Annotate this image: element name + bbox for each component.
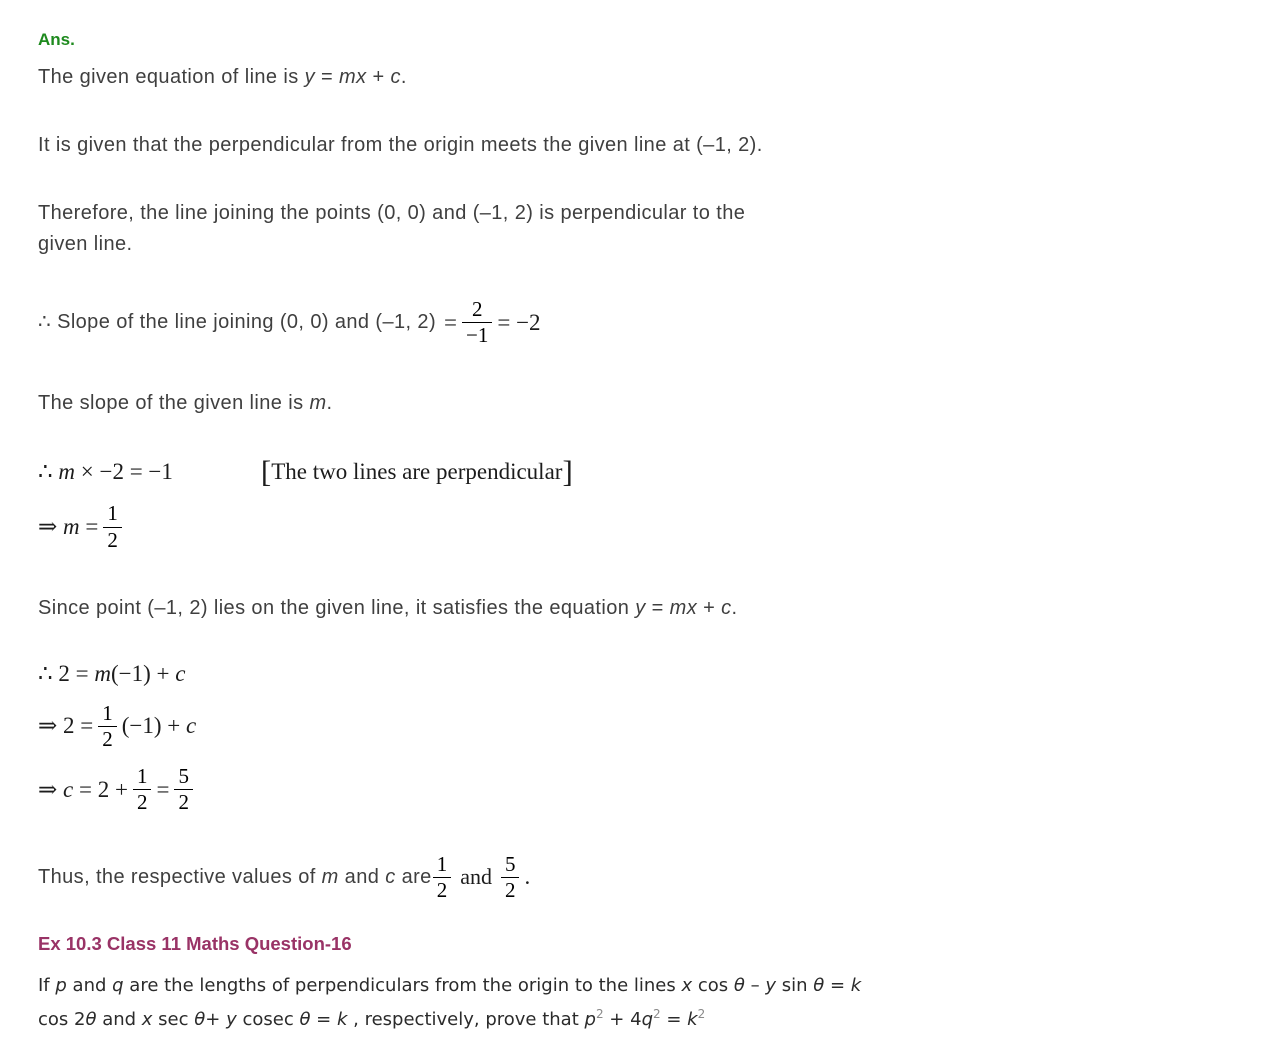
perpendicular-note bbox=[260, 454, 573, 490]
implies-m-equals bbox=[38, 514, 98, 540]
superscript-2: 2 bbox=[595, 1007, 604, 1022]
theta-symbol: θ bbox=[813, 974, 825, 996]
equation-m-value bbox=[38, 501, 1235, 552]
equation-text bbox=[38, 661, 185, 687]
superscript-2: 2 bbox=[653, 1007, 661, 1022]
equation-rest: × −2 = −1 bbox=[75, 458, 173, 484]
fraction-numerator: 1 bbox=[107, 501, 118, 526]
equation-rest bbox=[122, 713, 196, 739]
therefore-symbol: ∴ bbox=[38, 458, 59, 484]
fraction-numerator: 1 bbox=[136, 764, 148, 789]
variable-y: y bbox=[226, 1009, 237, 1031]
fraction-numerator: 5 bbox=[504, 851, 516, 876]
variable-m: m bbox=[58, 458, 76, 484]
theta-symbol: θ bbox=[299, 1009, 311, 1031]
fraction-2-over-minus1 bbox=[462, 297, 492, 348]
text-run: Thus, the respective values of bbox=[38, 865, 322, 888]
text-run: If bbox=[38, 974, 56, 996]
note-text: The two lines are perpendicular bbox=[271, 459, 563, 485]
implies-arrow: ⇒ 2 = bbox=[38, 713, 94, 739]
variable-m: m bbox=[309, 392, 327, 415]
theta-symbol: θ bbox=[733, 974, 745, 996]
variable-c: c bbox=[390, 66, 401, 88]
text-run: = bbox=[310, 1009, 337, 1031]
variable-mx: mx bbox=[339, 66, 367, 88]
text-run: sin bbox=[776, 974, 814, 996]
variable-y: y bbox=[635, 596, 646, 619]
equation-perpendicular-condition bbox=[38, 454, 1235, 490]
text-run: = bbox=[645, 596, 670, 619]
variable-y: y bbox=[304, 66, 316, 88]
fraction-numerator: 5 bbox=[178, 764, 189, 789]
open-bracket: [ bbox=[260, 454, 272, 490]
implies-c-equals bbox=[38, 777, 128, 803]
variable-m: m bbox=[63, 514, 80, 540]
text-run: + bbox=[366, 66, 391, 88]
close-bracket: ] bbox=[562, 454, 573, 490]
fraction-numerator: 2 bbox=[471, 297, 483, 321]
variable-y: y bbox=[765, 974, 776, 996]
text-run bbox=[38, 862, 432, 893]
equation-substitute-1 bbox=[38, 661, 1235, 687]
variable-p: p bbox=[584, 1009, 596, 1031]
fraction-denominator: 2 bbox=[98, 726, 117, 752]
text-run: sec bbox=[152, 1009, 195, 1031]
text-run: cos bbox=[692, 974, 734, 996]
fraction-denominator: −1 bbox=[462, 322, 492, 348]
variable-c: c bbox=[175, 660, 186, 686]
text-run: . bbox=[326, 392, 333, 415]
fraction-numerator: 1 bbox=[102, 700, 113, 725]
equation-lhs bbox=[38, 459, 173, 485]
text-run: = bbox=[315, 66, 340, 88]
variable-p: p bbox=[55, 974, 67, 996]
fraction-denominator: 2 bbox=[501, 877, 520, 903]
text-run: cosec bbox=[236, 1009, 300, 1031]
fraction-1-over-2 bbox=[103, 501, 122, 552]
equation-rest: (−1) + bbox=[110, 660, 176, 686]
variable-c: c bbox=[63, 776, 74, 802]
question-line-1 bbox=[38, 969, 1235, 1003]
equals-sign: = bbox=[444, 309, 458, 335]
fraction-1-over-2 bbox=[133, 764, 152, 815]
text-run: and bbox=[96, 1009, 142, 1031]
equals-sign: = bbox=[156, 776, 170, 802]
variable-m: m bbox=[94, 660, 111, 686]
fraction-denominator: 2 bbox=[133, 789, 152, 815]
equation-slope-joining bbox=[38, 297, 1235, 348]
paragraph-given-equation bbox=[38, 62, 1235, 93]
text-line-2: given line. bbox=[38, 233, 133, 255]
therefore-2-equals: ∴ 2 = bbox=[38, 660, 95, 686]
paragraph-slope-of-line bbox=[38, 388, 1235, 419]
fraction-5-over-2 bbox=[174, 764, 193, 815]
fraction-5-over-2 bbox=[501, 852, 520, 903]
answer-label: Ans. bbox=[38, 30, 75, 49]
variable-c: c bbox=[186, 713, 197, 739]
question-heading: Ex 10.3 Class 11 Maths Question-16 bbox=[38, 932, 352, 954]
and-text: and bbox=[460, 864, 492, 890]
fraction-1-over-2 bbox=[433, 852, 452, 903]
text-run: + 4 bbox=[603, 1009, 642, 1031]
fraction-denominator: 2 bbox=[174, 789, 193, 815]
equals-sign: = bbox=[79, 514, 99, 540]
text-run: The slope of the given line is bbox=[38, 392, 310, 415]
text-run: are bbox=[395, 865, 432, 888]
text-run: , respectively, prove that bbox=[347, 1009, 585, 1031]
fraction-denominator: 2 bbox=[103, 527, 122, 553]
paragraph-thus-conclusion bbox=[38, 852, 1235, 903]
equals-minus-2: = −2 bbox=[497, 309, 541, 335]
text-run: The given equation of line is bbox=[38, 66, 305, 88]
variable-q: q bbox=[641, 1009, 653, 1031]
variable-c: c bbox=[385, 865, 396, 888]
text-run: = bbox=[824, 974, 851, 996]
text-run: (−1) + bbox=[121, 713, 187, 739]
paragraph-perpendicular-given: It is given that the perpendicular from the origin meets the given line at (–1, 2). bbox=[38, 134, 763, 156]
fraction-numerator: 1 bbox=[436, 851, 448, 876]
variable-mx: mx bbox=[669, 596, 698, 619]
theta-symbol: θ bbox=[194, 1009, 206, 1031]
text-run: are the lengths of perpendiculars from the origin to the lines bbox=[123, 974, 682, 996]
implies-arrow: ⇒ bbox=[38, 776, 64, 802]
variable-k: k bbox=[850, 974, 862, 996]
text-run: . bbox=[731, 596, 738, 619]
text-run: Since point (–1, 2) lies on the given line, it satisfies the equation bbox=[38, 596, 636, 619]
text-line-1: Therefore, the line joining the points (0, 0) and (–1, 2) is perpendicular to the bbox=[38, 202, 746, 224]
variable-x: x bbox=[141, 1009, 153, 1031]
equation-c-value bbox=[38, 764, 1235, 815]
variable-k: k bbox=[687, 1009, 698, 1031]
implies-2-equals bbox=[38, 713, 93, 739]
period: . bbox=[524, 864, 531, 890]
fraction-1-over-2 bbox=[98, 701, 117, 752]
text-run: + bbox=[205, 1009, 227, 1031]
variable-c: c bbox=[721, 596, 732, 619]
variable-k: k bbox=[336, 1009, 348, 1031]
text-run: + bbox=[697, 596, 722, 619]
fraction-denominator: 2 bbox=[433, 877, 452, 903]
equation-substitute-2 bbox=[38, 701, 1235, 752]
text-run: = bbox=[660, 1009, 688, 1031]
implies-arrow: ⇒ bbox=[38, 514, 64, 540]
text-run: . bbox=[400, 66, 407, 88]
variable-m: m bbox=[321, 865, 339, 888]
text-run: – bbox=[744, 974, 766, 996]
text-run: cos 2 bbox=[38, 1009, 86, 1031]
equation-prefix-text: ∴ Slope of the line joining (0, 0) and (–1, 2) bbox=[38, 311, 437, 334]
variable-x: x bbox=[681, 974, 693, 996]
variable-q: q bbox=[112, 974, 124, 996]
superscript-2: 2 bbox=[697, 1007, 706, 1022]
paragraph-since-point bbox=[38, 593, 1235, 624]
text-run: and bbox=[66, 974, 113, 996]
question-line-2 bbox=[38, 1003, 1235, 1037]
text-run: and bbox=[338, 865, 386, 888]
paragraph-therefore bbox=[38, 198, 1235, 260]
theta-symbol: θ bbox=[85, 1009, 97, 1031]
equals-2-plus: = 2 + bbox=[73, 776, 128, 802]
